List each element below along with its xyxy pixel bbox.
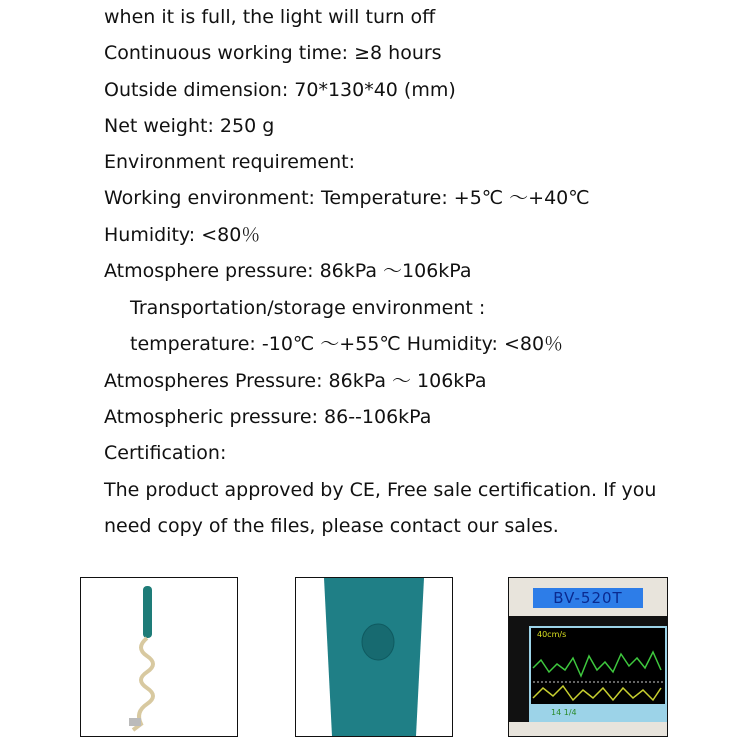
spec-line: Working environment: Temperature: +5℃ ～+40℃ bbox=[104, 187, 590, 209]
waveform bbox=[531, 628, 665, 704]
spec-line: need copy of the files, please contact our sales. bbox=[104, 515, 559, 537]
spec-line: Environment requirement: bbox=[104, 151, 355, 173]
spec-line: Atmospheric pressure: 86--106kPa bbox=[104, 406, 432, 428]
spec-line: Outside dimension: 70*130*40 (mm) bbox=[104, 79, 456, 101]
device-model-label: BV-520T bbox=[533, 588, 643, 608]
spec-line: Certification: bbox=[104, 442, 227, 464]
spec-line: Net weight: 250 g bbox=[104, 115, 275, 137]
probe-cable-photo bbox=[80, 577, 238, 737]
spec-line: Atmospheres Pressure: 86kPa ～ 106kPa bbox=[104, 370, 487, 392]
device-screen-photo bbox=[508, 577, 668, 737]
spec-line: temperature: -10℃ ～+55℃ Humidity: <80％ bbox=[130, 333, 564, 355]
status-bar: 14 1/4 bbox=[531, 704, 665, 722]
probe-body-photo bbox=[295, 577, 453, 737]
probe-illustration bbox=[81, 578, 237, 736]
spec-line: Humidity: <80％ bbox=[104, 224, 261, 246]
spec-line: The product approved by CE, Free sale certification. If you bbox=[104, 479, 657, 501]
spec-line: when it is full, the light will turn off bbox=[104, 6, 436, 28]
spec-line: Transportation/storage environment : bbox=[130, 297, 486, 319]
probe-body-illustration bbox=[296, 578, 452, 736]
spec-line: Continuous working time: ≥8 hours bbox=[104, 42, 442, 64]
spec-line: Atmosphere pressure: 86kPa ～106kPa bbox=[104, 260, 472, 282]
scale-label: 40cm/s bbox=[537, 630, 567, 639]
